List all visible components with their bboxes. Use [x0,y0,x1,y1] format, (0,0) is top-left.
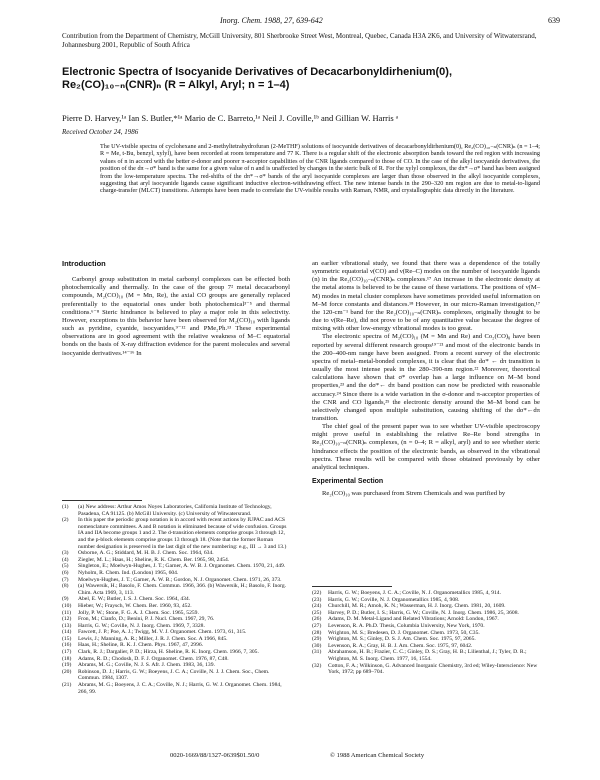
reference-text: In this paper the periodic group notation is in accord with recent actions by IUPAC and ACS nomenclature committees. A and B notation is eliminated because of wide confusion. Groups IA and IIA become groups 1 and 2. The d-transition elements comprise groups 3 through 12, and the p-block elements comprise groups 13 through 18. (Note that the former Roman number designation is preserved in the last digit of the new numbering: e.g., III → 3 and 13.) [78,517,287,550]
section-heading-introduction: Introduction [62,259,106,268]
references-left [62,504,290,695]
page-number: 639 [548,16,560,25]
reference-text: Wrighton, M. S.; Ginley, D. S. J. Am. Chem. Soc. 1975, 97, 2065. [328,636,476,643]
reference-number: (19) [62,662,72,669]
reference-number: (31) [312,649,322,656]
body-paragraph-3: The chief goal of the present paper was to see whether UV-visible spectroscopy might prove useful in establishing the relative Re–Re bond strengths in Re₂(CO)₁₀₋ₙ(CNR)ₙ complexes, (n = 0–4; R = alkyl, aryl) and to see whether steric hindrance effects the position of the electronic bands, as observed in the vibrational spectra. These results will be compared with those obtained previously by other analytical techniques. [312,423,540,471]
author-list: Pierre D. Harvey,¹ᵃ Ian S. Butler,*¹ᵃ Mario de C. Barreto,¹ᵃ Neil J. Coville,¹ᵇ and Gillian W. Harris ᵃ [62,113,399,123]
reference-number: (12) [62,616,72,623]
reference-text: Churchill, M. R.; Amoh, K. N.; Wasserman, H. J. Inorg. Chem. 1981, 20, 1609. [328,603,506,610]
reference-text: Fawcett, J. P.; Poe, A. J.; Twigg, M. V. J. Organomet. Chem. 1973, 61, 315. [78,629,247,636]
reference-item [62,517,290,550]
reference-text: Moelwyn-Hughes, J. T.; Garner, A. W. B.; Gordon, N. J. Organomet. Chem. 1971, 26, 373. [78,576,282,583]
reference-number: (32) [312,662,322,669]
section-heading-experimental: Experimental Section [312,478,384,486]
title-line-2: Re₂(CO)₁₀₋ₙ(CNR)ₙ (R = Alkyl, Aryl; n = 1–4) [62,79,290,91]
reference-text: Jolly, P. W.; Stone, F. G. A. J. Chem. Soc. 1965, 5259. [78,609,199,616]
reference-number: (20) [62,668,72,675]
reference-number: (29) [312,636,322,643]
reference-item [62,603,290,610]
reference-number: (6) [62,569,69,576]
title-line-1: Electronic Spectra of Isocyanide Derivatives of Decacarbonyldirhenium(0), [62,66,453,78]
reference-item [312,623,540,630]
reference-text: Abrams, M. G.; Coville, N. J. S. Afr. J. Chem. 1983, 36, 139. [78,662,215,669]
reference-number: (8) [62,583,69,590]
running-header: Inorg. Chem. 1988, 27, 639-642 [220,16,323,25]
abstract: The UV-visible spectra of cyclohexane and 2-methyltetrahydrofuran (2-MeTHF) solutions of isocyanide derivatives of decacarbonyldirhenium(0), Re₂(CO)₁₀₋ₙ(CNR)ₙ (n = 1–4; R = Me, t-Bu, benzyl, xylyl), have been recorded at room temperature and 77 K. There is a regular shift of the electronic absorption bands toward the red region with increasing values of n in accord with the better σ-donor and poorer π-acceptor capabilities of the CNR ligands compared to those of CO. In the case of the alkyl isocyanide derivatives, the position of the dπ→σ* band is the same for a given value of n and is unaffected by changes in the steric bulk of R. For the xylyl complexes, the dπ*→σ* band has been assigned from the low-temperature spectra. The red-shifts of the dπ*→σ* bands of the aryl isocyanide complexes are larger than those observed in the alkyl isocyanide complexes, suggesting that aryl isocyanide ligands cause significant inductive electron-withdrawing effect. The new intense bands in the 290–320 nm region are due to metal-to-ligand charge-transfer (MLCT) transitions. Attempts have been made to correlate the UV-visible results with Raman, NMR, and crystallographic data directly in the literature. [100,143,541,195]
reference-number: (3) [62,550,69,557]
reference-number: (15) [62,635,72,642]
reference-text: Harris, G. W.; Coville, N. J. Organometallics 1985, 4, 908. [328,596,460,603]
reference-text: Abel, E. W.; Butler, I. S. J. Chem. Soc. 1964, 434. [78,596,191,603]
reference-text: Abrams, M. G.; Boeyens, J. C. A.; Coville, N. J.; Harris, G. W. J. Organomet. Chem. 1984, 266, 99. [78,682,282,695]
reference-text: Levenson, R. A.; Gray, H. B. J. Am. Chem. Soc. 1975, 97, 6042. [328,642,473,649]
reference-number: (22) [312,590,322,596]
refs-divider-left [62,500,142,501]
reference-text: Osborne, A. G.; Stiddard, M. H. B. J. Chem. Soc. 1964, 634. [78,550,214,557]
reference-item [62,682,290,695]
reference-text: Robinson, D. J.; Harris, G. W.; Boeyens, J. C. A.; Coville, N. J. J. Chem. Soc., Chem. Commun. 1984, 1307. [78,668,270,682]
reference-item [62,629,290,636]
reference-item [62,563,290,570]
reference-text: Harris, G. W.; Coville, N. J. Inorg. Chem. 1969, 7, 3328. [78,622,205,629]
reference-item [62,616,290,623]
reference-number: (4) [62,556,69,563]
reference-number: (13) [62,622,72,629]
reference-text: Harris, G. W.; Boeyens, J. C. A.; Coville, N. J. Organometallics 1985, 4, 914. [328,590,501,596]
reference-number: (14) [62,629,72,636]
reference-text: Cotton, F. A.; Wilkinson, G. Advanced Inorganic Chemistry, 3rd ed; Wiley-Interscience: New York, 1972; pp 689–704. [328,662,538,676]
reference-item [62,570,290,577]
reference-number: (28) [312,629,322,636]
reference-item [312,616,540,623]
reference-text: Ziegler, M. L.; Haas, H.; Sheline, R. K. Chem. Ber. 1965, 98, 2454. [78,556,230,563]
reference-text: Clark, R. J.; Dargalier, P. D.; Hirza, H. Sheline, R. K. Inorg. Chem. 1966, 7, 305. [78,649,259,656]
reference-text: Adams, D. M. Metal-Ligand and Related Vibrations; Arnold: London, 1967. [328,616,499,623]
right-column [312,260,540,498]
reference-text: Fron, M.; Cianfo, D.; Benini, P. J. Nucl. Chem. 1967, 29, 76. [78,616,215,623]
reference-text: Harvey, P. D.; Butler, I. S.; Harris, G. W.; Coville, N. J. Inorg. Chem. 1986, 25, 3608. [328,609,519,616]
reference-text: (a) Wawersik, H.; Basolo, F. Chem. Commun. 1966, 366. (b) Wawersik, H.; Basolo, F. Inorg. Chim. Acta 1969, 3, 113. [78,583,287,596]
reference-text: Nyholm, R. Chem. Ind. (London) 1965, 604. [78,569,179,576]
reference-number: (11) [62,609,72,616]
reference-number: (23) [312,596,322,603]
reference-item [62,662,290,669]
body-paragraph-2: The electronic spectra of M₂(CO)₁₀ (M = Mn and Re) and Co₂(CO)₈ have been reported by several different research groups¹⁹⁻²¹ and most of the electronic bands in the 200–400-nm range have been assigned. From a recent survey of the electronic spectra of metal–metal-bonded complexes, it is clear that the dσ* ← dπ transition is usually the most intense peak in the 280–390-nm region.²² Moreover, theoretical calculations have shown that σ* overlap has a large influence on M–M bond properties,²³ and the dσ*← dπ band position can now be predicted with reasonable accuracy.²⁴ Since there is a wide variation in the σ-donor and π-acceptor properties of the CNR and CO ligands,²⁵ the electronic density around the M–M bond can be selectively changed upon multiple substitution, causing shifting of the dσ*←dπ transition. [312,333,540,422]
reference-item [62,504,290,517]
reference-text: Hieber, W.; Fraysch, W. Chem. Ber. 1960, 93, 452. [78,602,192,609]
contribution-line: Contribution from the Department of Chemistry, McGill University, 801 Sherbrooke Street West, Montreal, Quebec, Canada H3A 2K6, and University of Witwatersrand, Johannesburg 2001, Republic of South Africa [62,32,537,49]
reference-number: (16) [62,642,72,649]
left-column [62,260,290,358]
reference-text: Wrighton, M. S.; Bredesen, D. J. Organomet. Chem. 1973, 50, C35. [328,629,480,636]
reference-item [62,649,290,656]
reference-item [312,590,540,597]
refs-divider-right [312,586,392,587]
reference-item [62,669,290,682]
reference-text: Levenson, R. A. Ph.D. Thesis, Columbia University, New York, 1970. [328,622,485,629]
footer-code: 0020-1669/88/1327-0639$01.50/0 [170,752,260,759]
reference-number: (26) [312,616,322,623]
article-title [62,66,562,92]
reference-number: (9) [62,596,69,603]
reference-number: (18) [62,655,72,662]
reference-text: (a) New address: Arthur Amos Noyes Laboratories, California Institute of Technology, Pasadena, CA 91125. (b) McGill University. (c) University of Witwatersrand. [78,504,272,517]
reference-item [312,663,540,676]
reference-number: (24) [312,603,322,610]
reference-number: (17) [62,649,72,656]
reference-number: (25) [312,609,322,616]
footer-copyright: © 1988 American Chemical Society [330,752,425,759]
reference-item [62,583,290,596]
reference-item [312,649,540,662]
reference-number: (30) [312,642,322,649]
references-right [312,590,540,676]
reference-number: (1) [62,504,69,510]
reference-text: Singleton, E.; Moelwyn-Hughes, J. T.; Garner, A. W. B. J. Organomet. Chem. 1970, 21, 449. [78,563,286,570]
reference-number: (10) [62,602,72,609]
reference-text: Lewis, J.; Manning, A. R.; Miller, J. R. J. Chem. Soc. A 1966, 845. [78,635,228,642]
reference-item [312,636,540,643]
received-date: Received October 24, 1986 [62,128,139,136]
reference-number: (5) [62,563,69,570]
reference-item [62,550,290,557]
reference-number: (7) [62,576,69,583]
reference-text: Abrahamson, H. B.; Frazier, C. C.; Ginley, D. S.; Gray, H. B.; Lilienthal, J.; Tyler, D. R.; Wrighton, M. S. Inorg. Chem. 1977, 16, 1554. [328,649,527,662]
intro-paragraph: Carbonyl group substitution in metal carbonyl complexes can be effected both photochemically and thermally. In the case of the group 7² metal decacarbonyl compounds, M₂(CO)₁₀ (M = Mn, Re), the axial CO groups are generally replaced preferentially to the equatorial ones under both photochemical³⁻⁵ and thermal conditions.⁶⁻⁸ Steric hindrance is believed to play a major role in this selectivity. However, exceptions to this behavior have been observed for M₂(CO)₁₀ with ligands such as pyridine, cyanide, isocyanides,⁹⁻¹² and PMe₂Ph.¹³ These experimental observations are in good agreement with the relative weakness of M–C equatorial bonds on the basis of X-ray diffraction evidence for the parent molecules and several isocyanide derivatives.¹⁴⁻¹⁶ In [62,276,290,357]
reference-item [62,596,290,603]
reference-number: (27) [312,622,322,629]
body-paragraph-1: an earlier vibrational study, we found that there was a dependence of the totally symmetric equatorial ν(CO) and ν(Re–C) modes on the number of isocyanide ligands (n) in the Re₂(CO)₁₀₋ₙ(CNR)ₙ complexes.¹⁷ An increase in the electronic density at the metal atoms is believed to be the cause of these variations. The positions of ν(M–M) modes in metal cluster complexes have sometimes provided useful information on M–M force constants and distances.¹⁸ However, in our micro-Raman investigation,¹⁷ the 120-cm⁻¹ band for the Re₂(CO)₁₀₋ₙ(CNR)ₙ complexes, originally thought to be due to ν(Re–Re), did not prove to be of any quantitative value because the degree of mixing with other low-energy vibrational modes is too great. [312,260,540,333]
reference-number: (21) [62,682,72,689]
experimental-paragraph: Re₂(CO)₁₀ was purchased from Strem Chemicals and was purified by [322,490,506,498]
reference-text: Haas, H.; Sheline, R. K. J. Chem. Phys. 1967, 47, 2996. [78,642,204,649]
reference-text: Adams, R. D.; Chodosh, D. F. J. Organomet. Chem. 1976, 87, C48. [78,655,229,662]
reference-number: (2) [62,517,69,524]
reference-item [312,603,540,610]
